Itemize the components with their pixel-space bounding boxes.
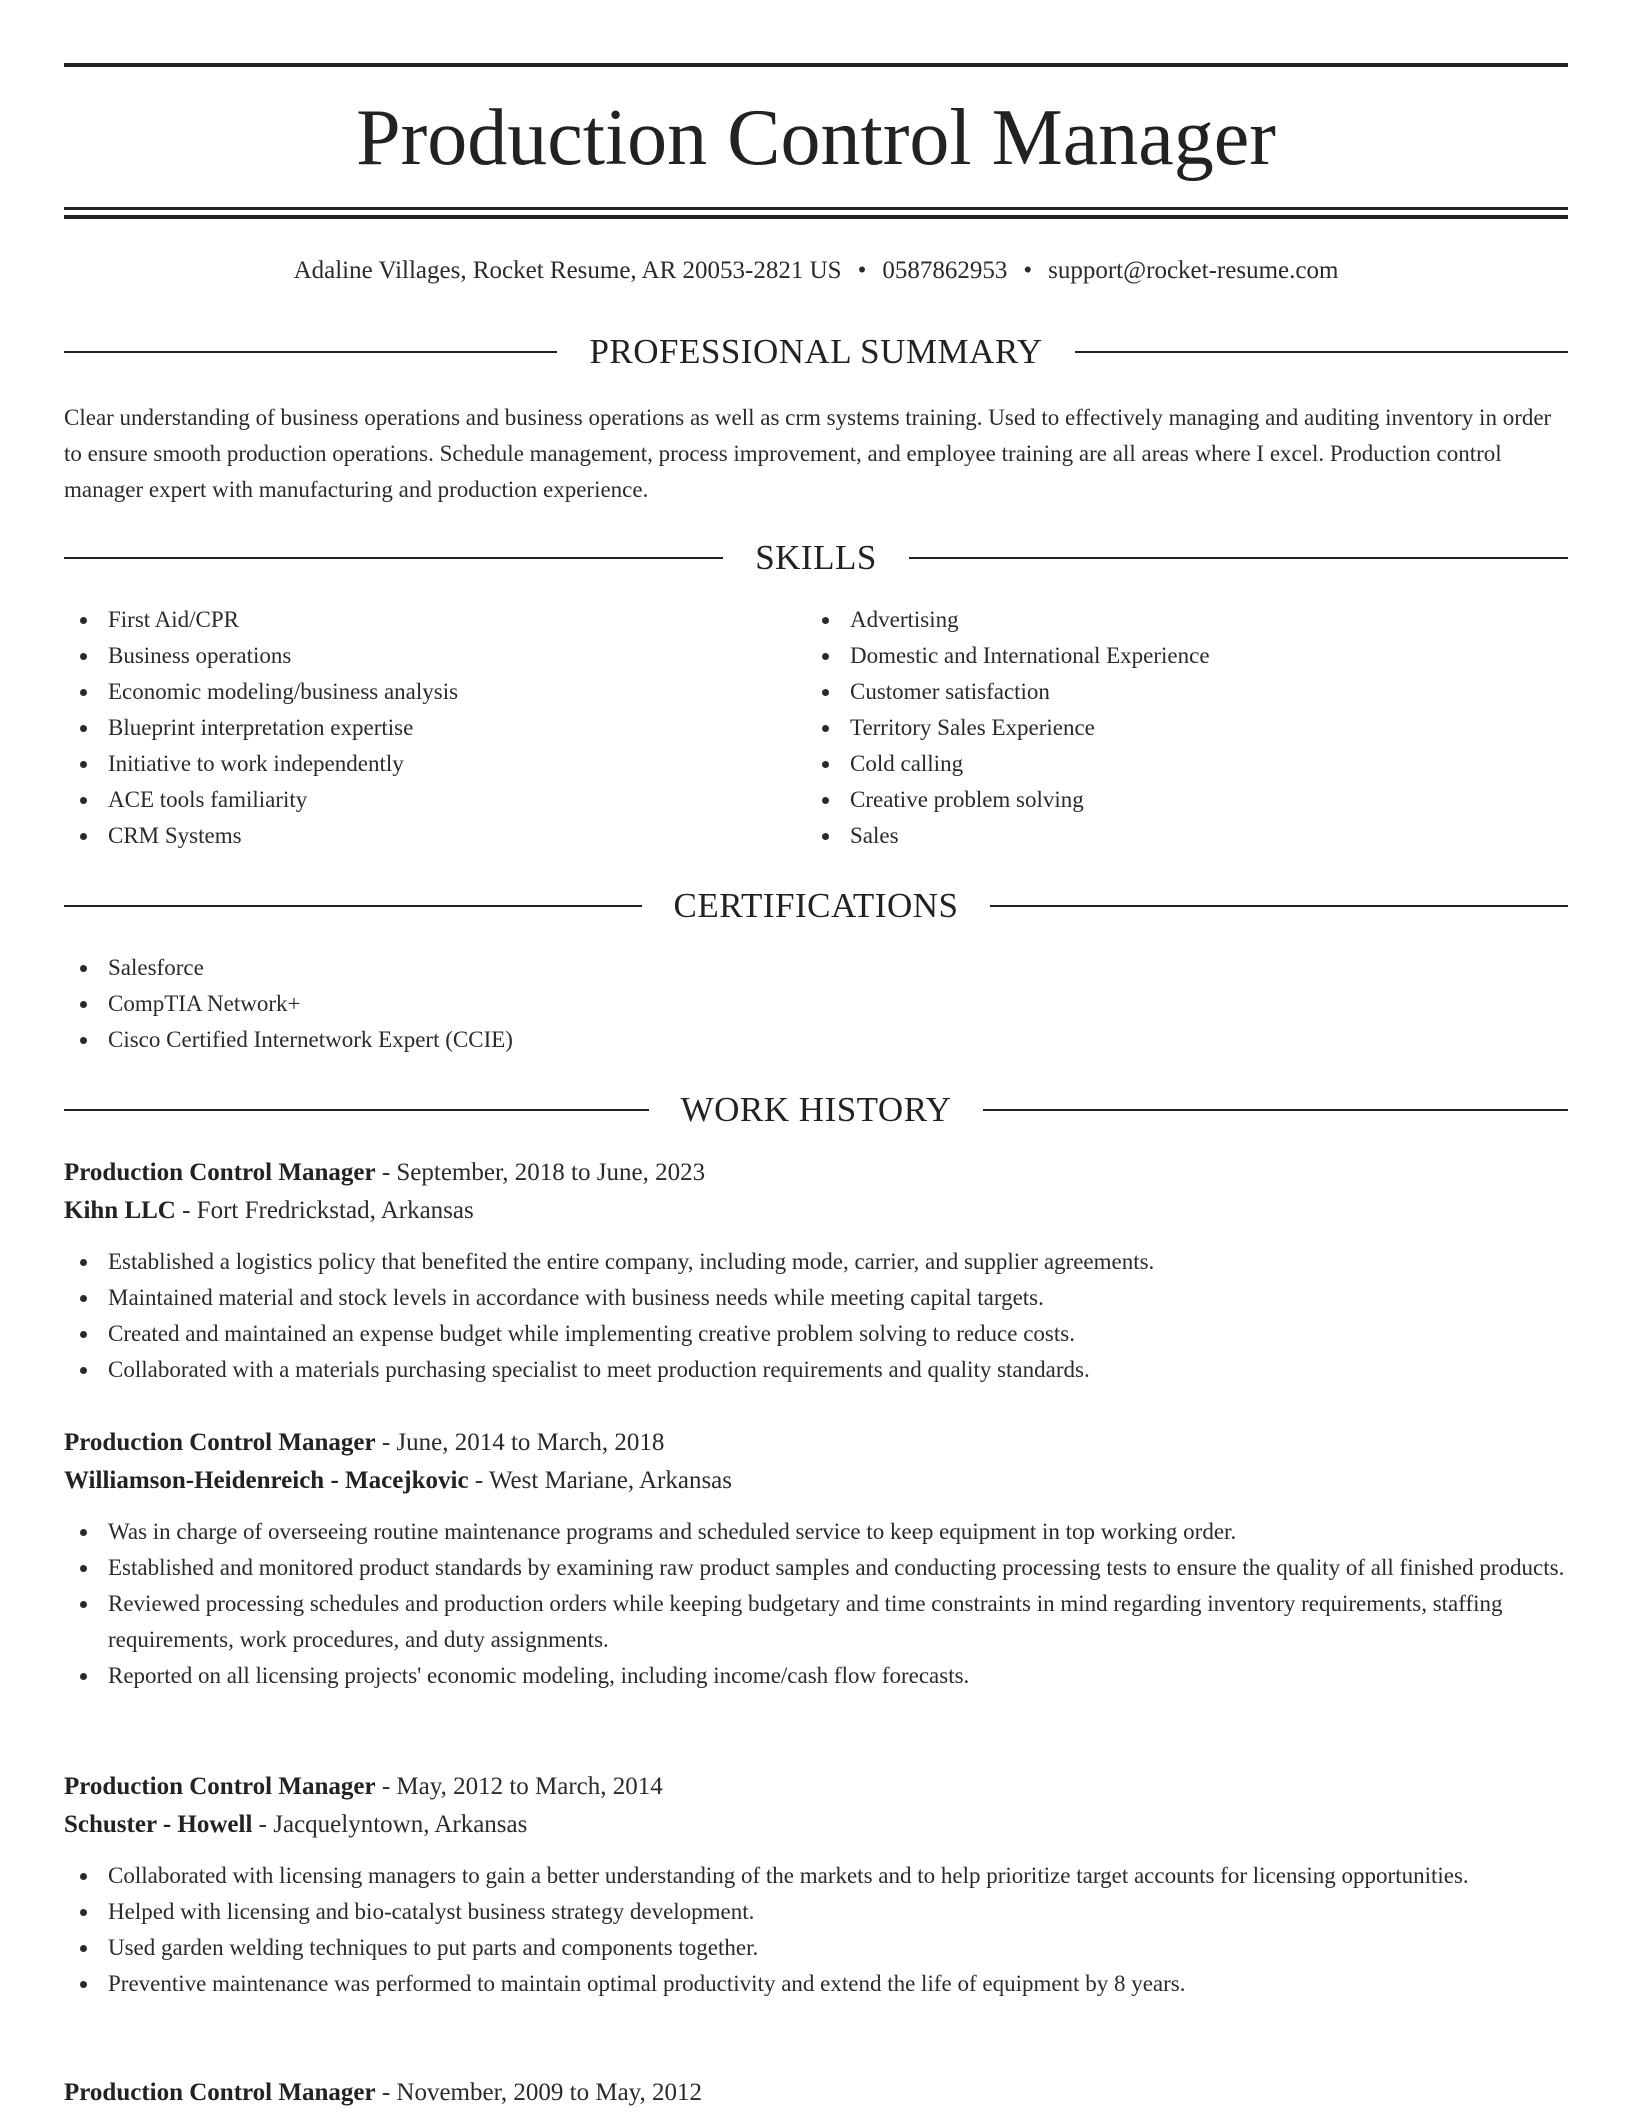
contact-address: Adaline Villages, Rocket Resume, AR 20053-2821 US: [293, 257, 842, 284]
contact-separator: •: [857, 257, 867, 284]
heading-rule: [983, 1109, 1568, 1111]
job-bullet: Helped with licensing and bio-catalyst business strategy development.: [64, 1894, 1568, 1930]
skill-item: Sales: [806, 818, 1568, 854]
job-role-line: [64, 1768, 1568, 1806]
job-dates: - November, 2009 to May, 2012: [375, 2079, 703, 2106]
job-title: Production Control Manager: [64, 1773, 376, 1800]
skill-item: Initiative to work independently: [64, 746, 804, 782]
job-company: Kihn LLC: [64, 1197, 176, 1224]
job-bullet: Preventive maintenance was performed to maintain optimal productivity and extend the life of equipment by 8 years.: [64, 1966, 1568, 2002]
job-bullet: Established and monitored product standards by examining raw product samples and conducting processing tests to ensure the quality of all finished products.: [64, 1550, 1568, 1586]
heading-rule: [909, 557, 1568, 559]
section-title: SKILLS: [755, 538, 877, 577]
heading-rule: [64, 905, 642, 907]
skill-item: Domestic and International Experience: [806, 638, 1568, 674]
job-company-line: [64, 1462, 1568, 1500]
job-location: - Jacquelyntown, Arkansas: [252, 1811, 528, 1838]
section-heading-summary: [64, 330, 1568, 374]
skill-item: Blueprint interpretation expertise: [64, 710, 804, 746]
contact-email[interactable]: support@rocket-resume.com: [1048, 257, 1339, 284]
skill-item: Territory Sales Experience: [806, 710, 1568, 746]
resume-name: Production Control Manager: [356, 94, 1276, 182]
heading-rule: [64, 351, 557, 353]
job-bullet: Used garden welding techniques to put parts and components together.: [64, 1930, 1568, 1966]
job-company: Schuster - Howell: [64, 1811, 253, 1838]
job-bullets: [64, 1858, 1568, 2002]
skill-item: CRM Systems: [64, 818, 804, 854]
job-company: Williamson-Heidenreich - Macejkovic: [64, 1467, 469, 1494]
certification-item: Cisco Certified Internetwork Expert (CCIE): [64, 1022, 1568, 1058]
job-bullet: Reviewed processing schedules and production orders while keeping budgetary and time constraints in mind regarding inventory requirements, staffing requirements, work procedures, and duty assignments.: [64, 1586, 1568, 1658]
skill-item: Cold calling: [806, 746, 1568, 782]
job-bullets: [64, 1244, 1568, 1388]
header-top-rule: [64, 63, 1568, 67]
certification-item: Salesforce: [64, 950, 1568, 986]
section-title: CERTIFICATIONS: [673, 886, 959, 925]
job-entry: [64, 2074, 1568, 2112]
heading-rule: [64, 557, 723, 559]
job-title: Production Control Manager: [64, 1429, 376, 1456]
job-bullets: [64, 1514, 1568, 1694]
skills-list-left: [64, 602, 804, 854]
certification-item: CompTIA Network+: [64, 986, 1568, 1022]
skill-item: Advertising: [806, 602, 1568, 638]
job-dates: - September, 2018 to June, 2023: [375, 1159, 706, 1186]
job-location: - West Mariane, Arkansas: [468, 1467, 733, 1494]
contact-separator: •: [1023, 257, 1033, 284]
job-bullet: Was in charge of overseeing routine maintenance programs and scheduled service to keep equipment in top working order.: [64, 1514, 1568, 1550]
job-dates: - May, 2012 to March, 2014: [375, 1773, 663, 1800]
section-heading-work-history: [64, 1088, 1568, 1132]
job-title: Production Control Manager: [64, 1159, 376, 1186]
job-bullet: Established a logistics policy that benefited the entire company, including mode, carrier, and supplier agreements.: [64, 1244, 1568, 1280]
job-bullet: Maintained material and stock levels in accordance with business needs while meeting capital targets.: [64, 1280, 1568, 1316]
job-entry: [64, 1424, 1568, 1694]
job-bullet: Reported on all licensing projects' economic modeling, including income/cash flow forecasts.: [64, 1658, 1568, 1694]
skill-item: ACE tools familiarity: [64, 782, 804, 818]
skill-item: First Aid/CPR: [64, 602, 804, 638]
header-bottom-rule: [64, 207, 1568, 210]
job-company-line: [64, 1806, 1568, 1844]
skill-item: Creative problem solving: [806, 782, 1568, 818]
section-heading-certifications: [64, 884, 1568, 928]
skill-item: Business operations: [64, 638, 804, 674]
heading-rule: [64, 1109, 649, 1111]
header-bottom-rule-2: [64, 215, 1568, 219]
job-location: - Fort Fredrickstad, Arkansas: [175, 1197, 474, 1224]
job-bullet: Created and maintained an expense budget while implementing creative problem solving to reduce costs.: [64, 1316, 1568, 1352]
contact-phone: 0587862953: [882, 257, 1008, 284]
job-dates: - June, 2014 to March, 2018: [375, 1429, 665, 1456]
job-title: Production Control Manager: [64, 2079, 376, 2106]
job-bullet: Collaborated with a materials purchasing specialist to meet production requirements and quality standards.: [64, 1352, 1568, 1388]
summary-text: Clear understanding of business operations and business operations as well as crm systems training. Used to effectively managing and auditing inventory in order to ensure smooth production operations. Schedule management, process improvement, and employee training are all areas where I excel. Production control manager expert with manufacturing and production experience.: [64, 405, 1552, 502]
section-title: WORK HISTORY: [680, 1090, 952, 1129]
contact-line: [64, 254, 1568, 288]
job-bullet: Collaborated with licensing managers to gain a better understanding of the markets and to help prioritize target accounts for licensing opportunities.: [64, 1858, 1568, 1894]
skill-item: Customer satisfaction: [806, 674, 1568, 710]
job-entry: [64, 1154, 1568, 1388]
certifications-list: [64, 950, 1568, 1058]
skills-list-right: [806, 602, 1568, 854]
job-role-line: [64, 2074, 1568, 2112]
job-entry: [64, 1768, 1568, 2002]
job-role-line: [64, 1424, 1568, 1462]
section-title: PROFESSIONAL SUMMARY: [589, 332, 1043, 371]
skill-item: Economic modeling/business analysis: [64, 674, 804, 710]
job-role-line: [64, 1154, 1568, 1192]
heading-rule: [990, 905, 1568, 907]
job-company-line: [64, 1192, 1568, 1230]
section-heading-skills: [64, 536, 1568, 580]
heading-rule: [1075, 351, 1568, 353]
